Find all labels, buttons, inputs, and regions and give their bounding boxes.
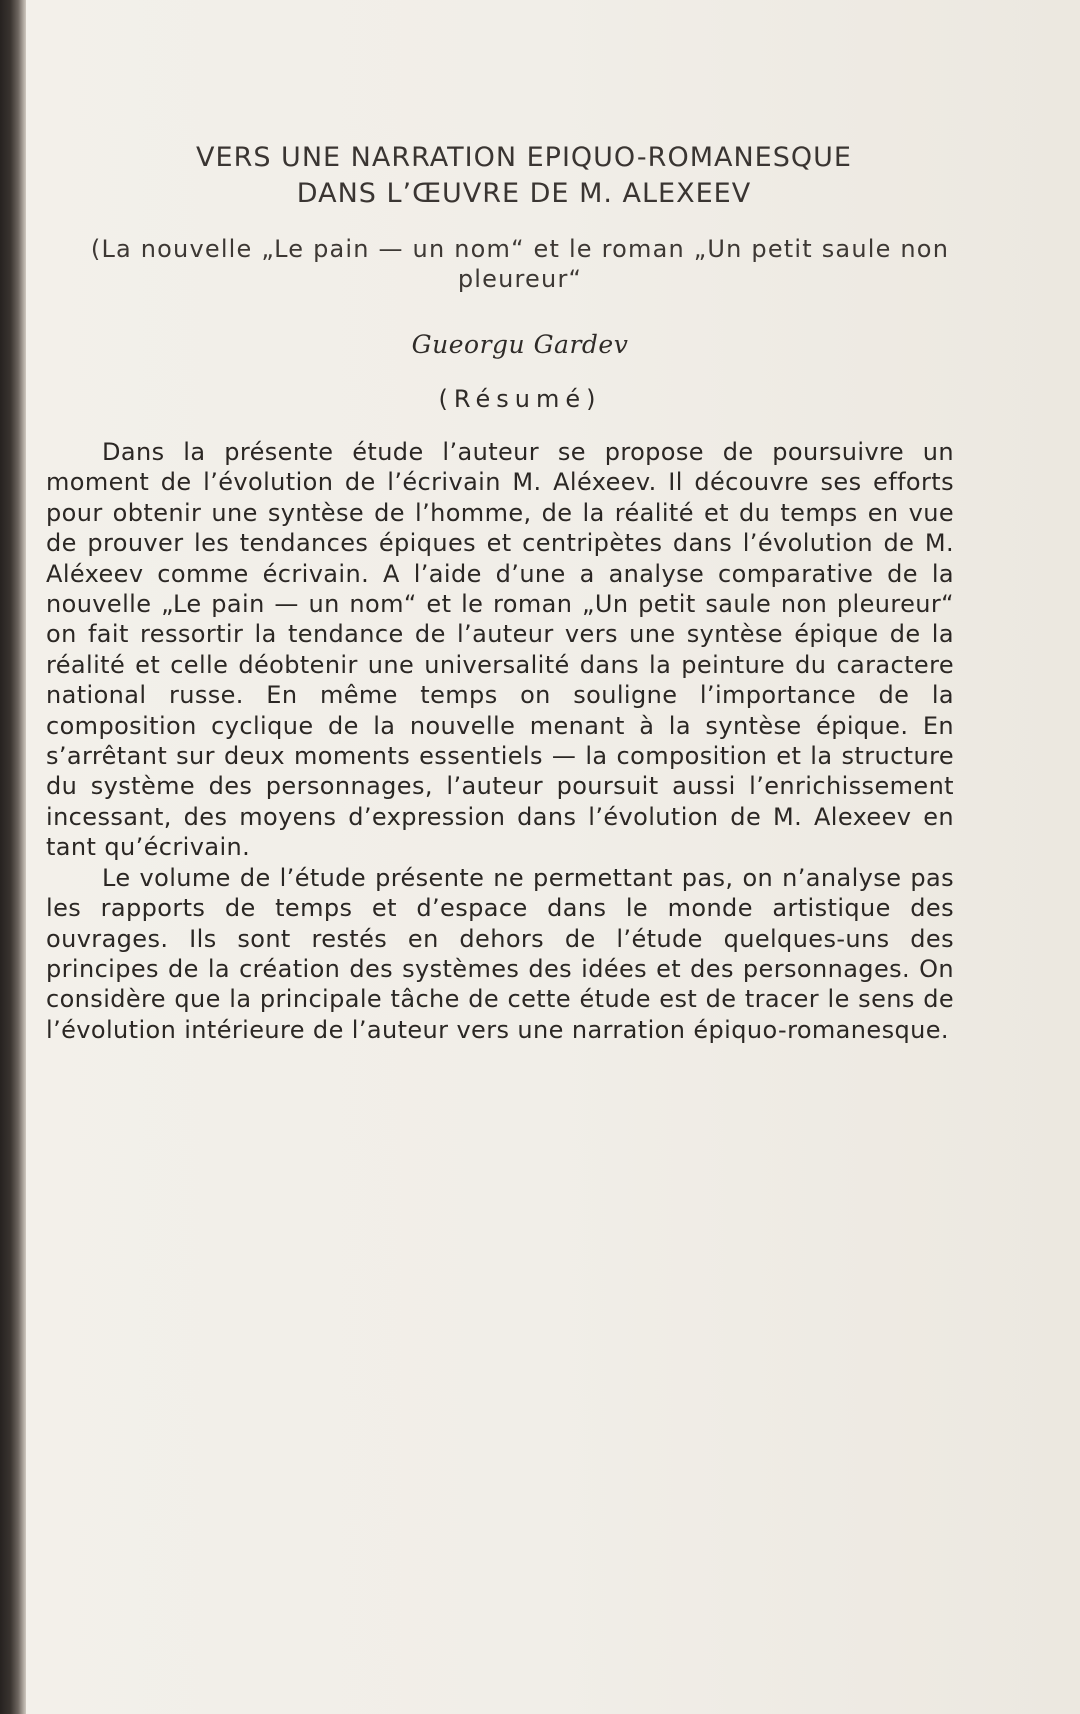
book-spine-shadow — [0, 0, 26, 1714]
author-name: Gueorgu Gardev — [411, 330, 629, 359]
paragraph-1-text: Dans la présente étude l’auteur se propose de poursuivre un moment de l’évolution de l’écrivain M. Aléxeev. Il découvre ses efforts pour obtenir une syntèse de l’homme, de la réalité et du temps en vue de prouver les tendances épiques et centripètes dans l’évolution de M. Aléxeev comme écrivain. A l’aide d’une a analyse comparative de la nouvelle „Le pain — un nom“ et le roman „Un petit saule non pleureur“ on fait ressortir la tendance de l’auteur vers une syntèse épique de la réalité et celle déobtenir une universalité dans la peinture du caractere national russe. En même temps on souligne l’importance de la composition cyclique de la nouvelle menant à la syntèse épique. En s’arrêtant sur deux moments essentiels — la composition et la structure du système des personnages, l’auteur poursuit aussi l’enrichissement incessant, des moyens d’expression dans l’évolution de M. Alexeev en tant qu’écrivain. — [46, 438, 954, 862]
title-line-1: VERS UNE NARRATION EPIQUO-ROMANESQUE — [196, 142, 852, 173]
title-line-2: DANS L’ŒUVRE DE M. ALEXEEV — [296, 178, 752, 209]
paragraph-2 — [46, 863, 954, 1045]
paragraph-1 — [46, 437, 954, 863]
paragraph-2-text: Le volume de l’étude présente ne permettant pas, on n’analyse pas les rapports de temps et d’espace dans le monde artistique des ouvrages. Ils sont restés en dehors de l’étude quelques-uns des principes de la création des systèmes des idées et des personnages. On considère que la principale tâche de cette étude est de tracer le sens de l’évolution intérieure de l’auteur vers une narration épiquo-romanesque. — [46, 863, 954, 1044]
article-subtitle: (La nouvelle „Le pain — un nom“ et le roman „Un petit saule non pleureur“ — [90, 235, 950, 293]
article-title — [94, 140, 954, 212]
resume-label: (Résumé) — [438, 385, 602, 413]
article-content — [46, 140, 954, 1045]
